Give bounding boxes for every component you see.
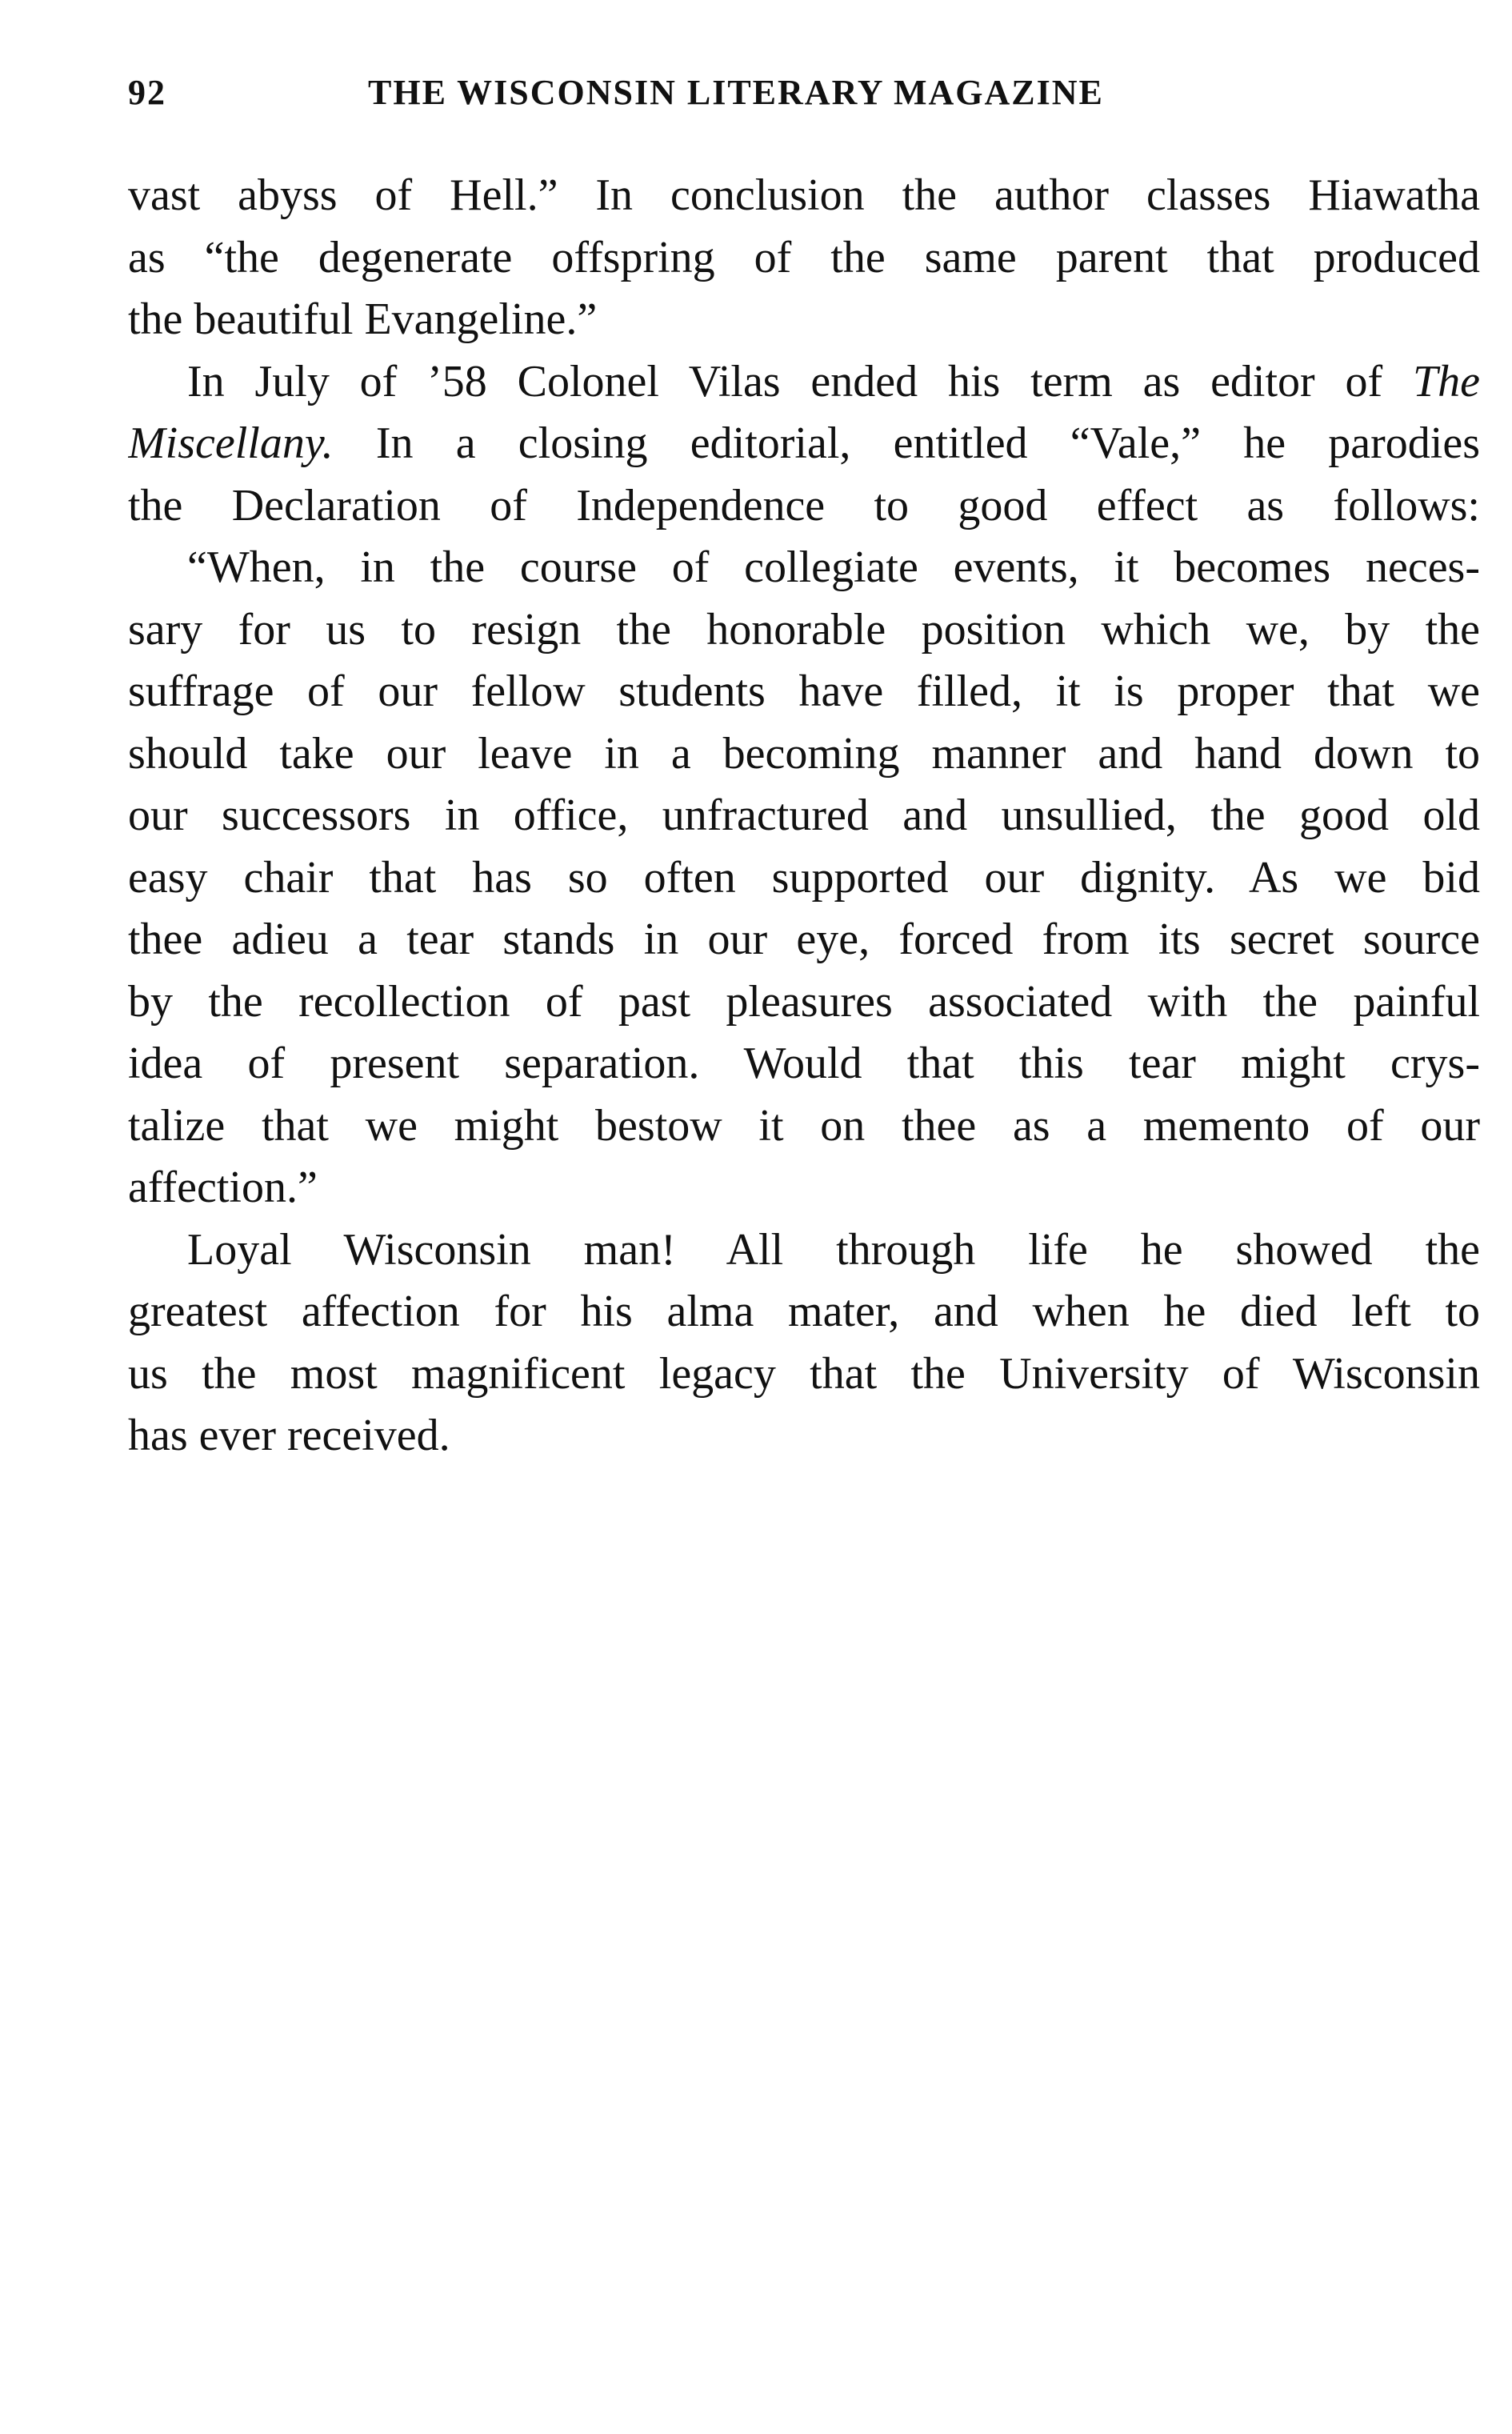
text-run: In July of ’58 Colonel Vilas ended his term as editor of [187, 356, 1383, 406]
paragraph-3 [128, 537, 1480, 1219]
text-line: by the recollection of past pleasures associated with the painful [128, 976, 1480, 1027]
text-line: Loyal Wisconsin man! All through life he showed the [187, 1224, 1480, 1275]
paragraph-1 [128, 165, 1480, 351]
text-line: the beautiful Evangeline.” [128, 294, 598, 344]
paragraph-4 [128, 1219, 1480, 1467]
text-run: In a closing editorial, entitled “Vale,” he parodies [375, 418, 1480, 468]
text-line: “When, in the course of collegiate events, it becomes neces- [187, 542, 1480, 592]
text-line: the Declaration of Independence to good effect as follows: [128, 480, 1480, 530]
text-line: idea of present separation. Would that this tear might crys- [128, 1039, 1480, 1088]
text-line: as “the degenerate offspring of the same parent that produced [128, 232, 1480, 282]
text-line: our successors in office, unfractured and unsullied, the good old [128, 791, 1480, 840]
italic-title: The [1413, 356, 1480, 406]
text-line: talize that we might bestow it on thee as a memento of our [128, 1100, 1480, 1151]
page-number: 92 [128, 73, 166, 112]
text-line [128, 413, 1480, 475]
text-line: should take our leave in a becoming manner and hand down to [128, 728, 1480, 779]
text-line [128, 351, 1480, 414]
text-line: easy chair that has so often supported our dignity. As we bid [128, 852, 1480, 903]
text-line: thee adieu a tear stands in our eye, forced from its secret source [128, 915, 1480, 964]
text-line: has ever received. [128, 1411, 450, 1460]
running-head [128, 67, 1480, 118]
paragraph-2 [128, 351, 1480, 538]
text-line: us the most magnificent legacy that the University of Wisconsin [128, 1348, 1480, 1399]
running-title: THE WISCONSIN LITERARY MAGAZINE [368, 73, 1104, 112]
text-column [128, 165, 1480, 1467]
text-line: sary for us to resign the honorable position which we, by the [128, 604, 1480, 655]
text-line: affection.” [128, 1163, 318, 1212]
text-line: greatest affection for his alma mater, and when he died left to [128, 1287, 1480, 1336]
text-line: suffrage of our fellow students have filled, it is proper that we [128, 667, 1480, 716]
italic-title: Miscellany. [128, 418, 334, 468]
text-line: vast abyss of Hell.” In conclusion the author classes Hiawatha [128, 170, 1480, 220]
